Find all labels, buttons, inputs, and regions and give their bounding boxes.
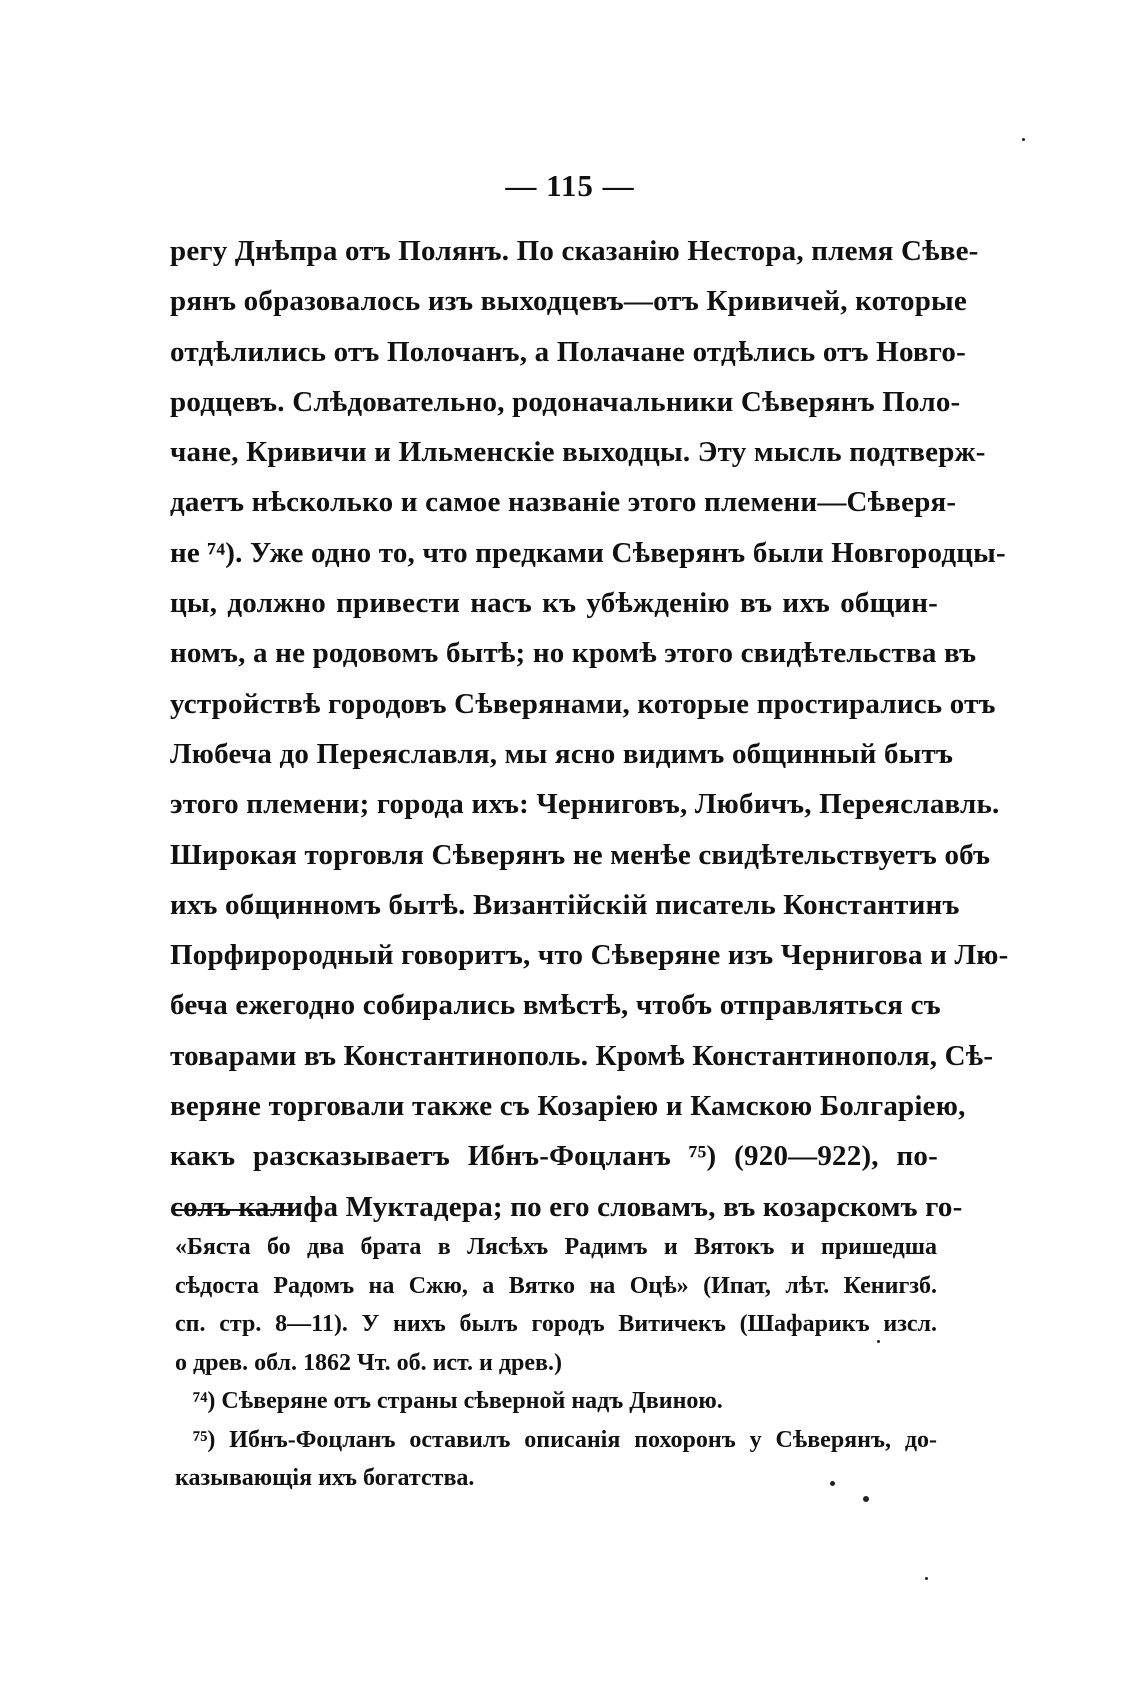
page-number: — 115 — [505, 168, 635, 203]
text-line: Порфирородный говоритъ, что Сѣверяне изъ Чернигова и Лю- [170, 939, 1009, 972]
footnote-line: о древ. обл. 1862 Чт. об. ист. и древ.) [175, 1349, 562, 1376]
text-line: не ⁷⁴). Уже одно то, что предками Сѣверянъ были Новгородцы- [170, 536, 1006, 569]
text-line: какъ разсказываетъ Ибнъ-Фоцланъ ⁷⁵) (920—922), по- [170, 1140, 938, 1173]
body-text [170, 226, 1009, 1232]
text-line: веряне торговали также съ Козаріею и Камскою Болгаріею, [170, 1090, 966, 1123]
footnote-line: сп. стр. 8—11). У нихъ былъ городъ Витичекъ (Шафарикъ изсл. [175, 1311, 937, 1337]
text-line: чане, Кривичи и Ильменскіе выходцы. Эту мысль подтверж- [170, 436, 986, 469]
footnote-75-continuation: казывающія ихъ богатства. [175, 1465, 475, 1491]
footnote-74: ⁷⁴) Сѣверяне отъ страны сѣверной надъ Двиною. [193, 1388, 723, 1414]
speck [830, 1481, 835, 1486]
speck [1022, 138, 1025, 141]
text-line: регу Днѣпра отъ Полянъ. По сказанію Нестора, племя Сѣве- [170, 235, 979, 267]
text-line: цы, должно привести насъ къ убѣжденію въ ихъ общин- [170, 587, 938, 620]
footnotes [175, 1228, 937, 1498]
text-line: отдѣлились отъ Полочанъ, а Полачане отдѣлись отъ Новго- [170, 335, 966, 368]
footnote-rule [175, 1209, 295, 1211]
footnote-75: ⁷⁵) Ибнъ-Фоцланъ оставилъ описанія похоронъ у Сѣверянъ, до- [193, 1426, 937, 1453]
text-line: Любеча до Переяславля, мы ясно видимъ общинный бытъ [170, 737, 954, 770]
text-line: номъ, а не родовомъ бытѣ; но кромѣ этого свидѣтельства въ [170, 637, 977, 670]
text-line: этого племени; города ихъ: Черниговъ, Любичъ, Переяславль. [170, 788, 1000, 821]
speck [877, 1340, 880, 1343]
text-line: рянъ образовалось изъ выходцевъ—отъ Кривичей, которые [170, 285, 967, 318]
text-line: даетъ нѣсколько и самое названіе этого племени—Сѣверя- [170, 486, 957, 519]
speck [863, 1496, 869, 1502]
text-line: товарами въ Константинополь. Кромѣ Константинополя, Сѣ- [170, 1039, 994, 1072]
speck [925, 1577, 928, 1580]
text-line: устройствѣ городовъ Сѣверянами, которые простирались отъ [170, 687, 996, 720]
text-line: беча ежегодно собирались вмѣстѣ, чтобъ отправляться съ [170, 989, 941, 1022]
footnote-line: сѣдоста Радомъ на Сжю, а Вятко на Оцѣ» (Ипат, лѣт. Кенигзб. [175, 1272, 937, 1299]
text-line: ихъ общинномъ бытѣ. Византійскій писатель Константинъ [170, 888, 960, 921]
text-line: солъ калифа Муктадера; по его словамъ, въ козарскомъ го- [170, 1190, 963, 1223]
text-line: Широкая торговля Сѣверянъ не менѣе свидѣтельствуетъ объ [170, 838, 991, 871]
footnote-line: «Бяста бо два брата в Лясѣхъ Радимъ и Вятокъ и пришедша [175, 1234, 937, 1260]
text-line: родцевъ. Слѣдовательно, родоначальники Сѣверянъ Поло- [170, 385, 961, 418]
